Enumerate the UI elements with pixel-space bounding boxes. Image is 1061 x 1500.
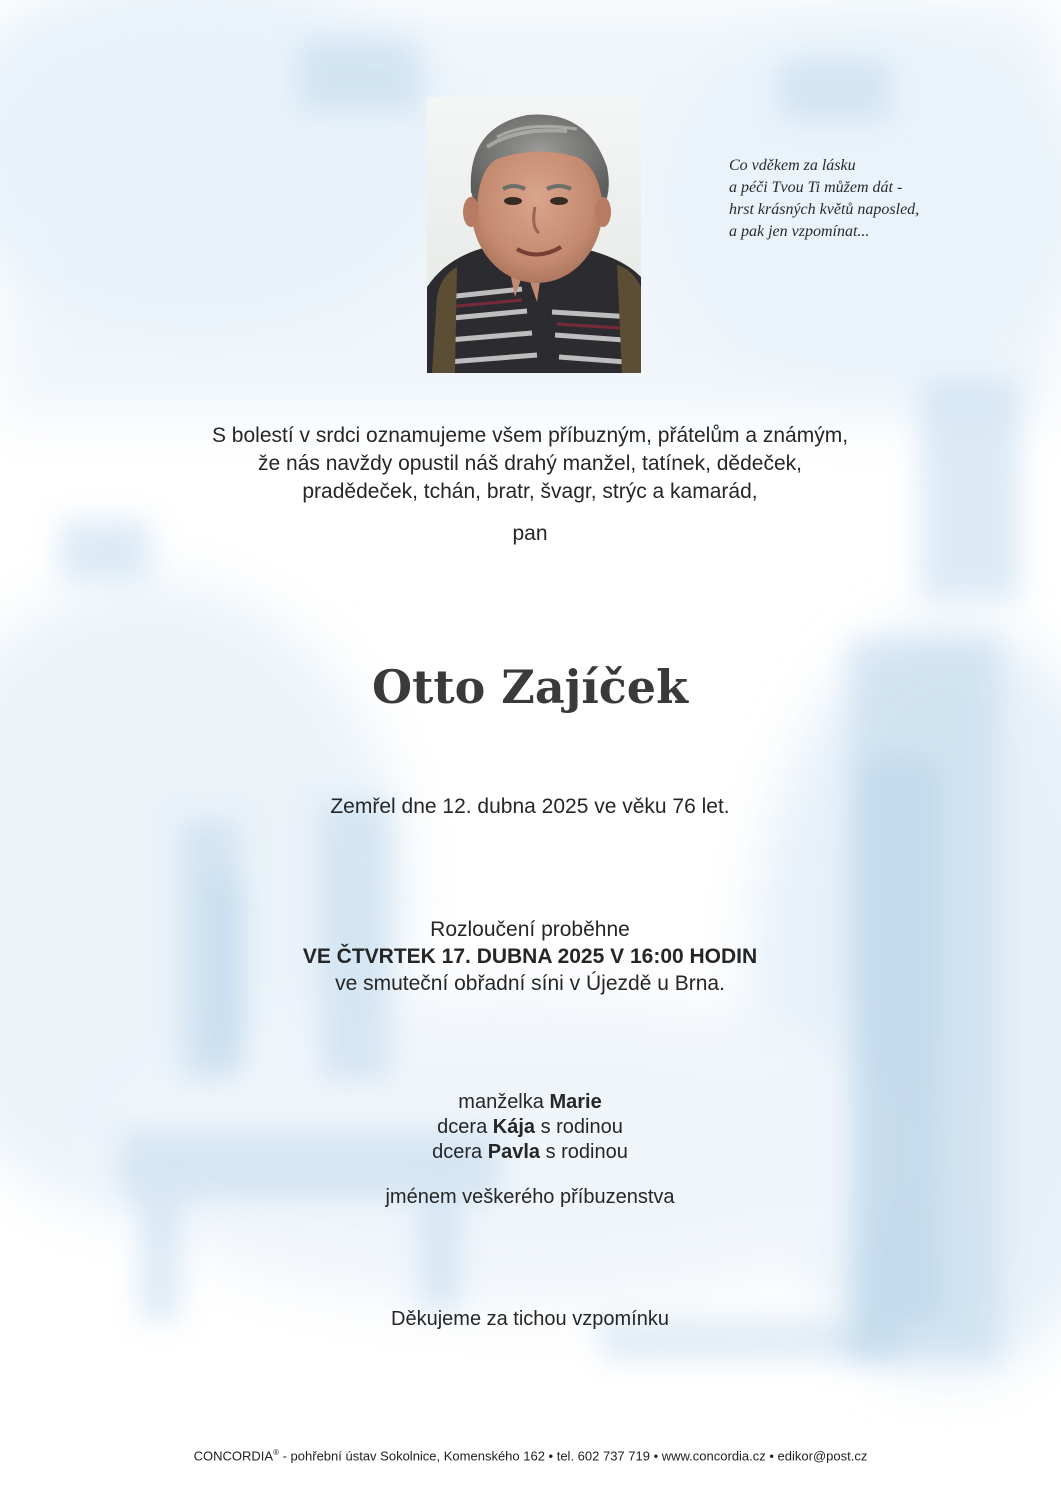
poem-line: hrst krásných květů naposled, xyxy=(729,201,920,218)
family-suffix: s rodinou xyxy=(545,1141,628,1163)
thanks-text: Děkujeme za tichou vzpomínku xyxy=(391,1308,669,1330)
on-behalf-text: jménem veškerého příbuzenstva xyxy=(385,1186,675,1208)
poem-line: Co vděkem za lásku xyxy=(729,157,856,174)
family-relation: manželka xyxy=(458,1091,544,1113)
portrait-photo xyxy=(427,97,641,373)
family-list xyxy=(330,1090,730,1165)
family-member xyxy=(330,1090,730,1115)
announcement-line: pradědeček, tchán, bratr, švagr, strýc a kamarád, xyxy=(302,480,758,503)
family-suffix: s rodinou xyxy=(540,1116,623,1138)
poem-line: a pak jen vzpomínat... xyxy=(729,223,870,240)
salutation: pan xyxy=(512,522,548,545)
farewell-info xyxy=(230,916,830,997)
footer-details: - pohřební ústav Sokolnice, Komenského 162 • tel. 602 737 719 • www.concordia.cz • edikor@post.cz xyxy=(279,1448,868,1464)
farewell-datetime: VE ČTVRTEK 17. DUBNA 2025 V 16:00 HODIN xyxy=(302,945,758,968)
announcement-line: S bolestí v srdci oznamujeme všem příbuzným, přátelům a známým, xyxy=(211,424,849,447)
poem-line: a péči Tvou Ti můžem dát - xyxy=(729,179,903,196)
family-name: Kája xyxy=(492,1116,535,1138)
footer-brand: CONCORDIA xyxy=(193,1448,274,1464)
memorial-poem xyxy=(729,155,989,243)
family-relation: dcera xyxy=(437,1116,488,1138)
funeral-home-footer xyxy=(60,1448,1001,1463)
death-notice: Zemřel dne 12. dubna 2025 ve věku 76 let. xyxy=(330,795,730,818)
family-member xyxy=(330,1115,730,1140)
family-name: Marie xyxy=(549,1091,602,1113)
family-relation: dcera xyxy=(432,1141,483,1163)
family-member xyxy=(330,1140,730,1165)
farewell-place: ve smuteční obřadní síni v Újezdě u Brna. xyxy=(335,972,725,995)
farewell-intro: Rozloučení proběhne xyxy=(430,918,630,941)
family-name: Pavla xyxy=(487,1141,540,1163)
deceased-name: Otto Zajíček xyxy=(372,660,688,714)
announcement-text xyxy=(130,422,930,506)
announcement-line: že nás navždy opustil náš drahý manžel, tatínek, dědeček, xyxy=(258,452,802,475)
registered-mark: ® xyxy=(273,1448,279,1457)
